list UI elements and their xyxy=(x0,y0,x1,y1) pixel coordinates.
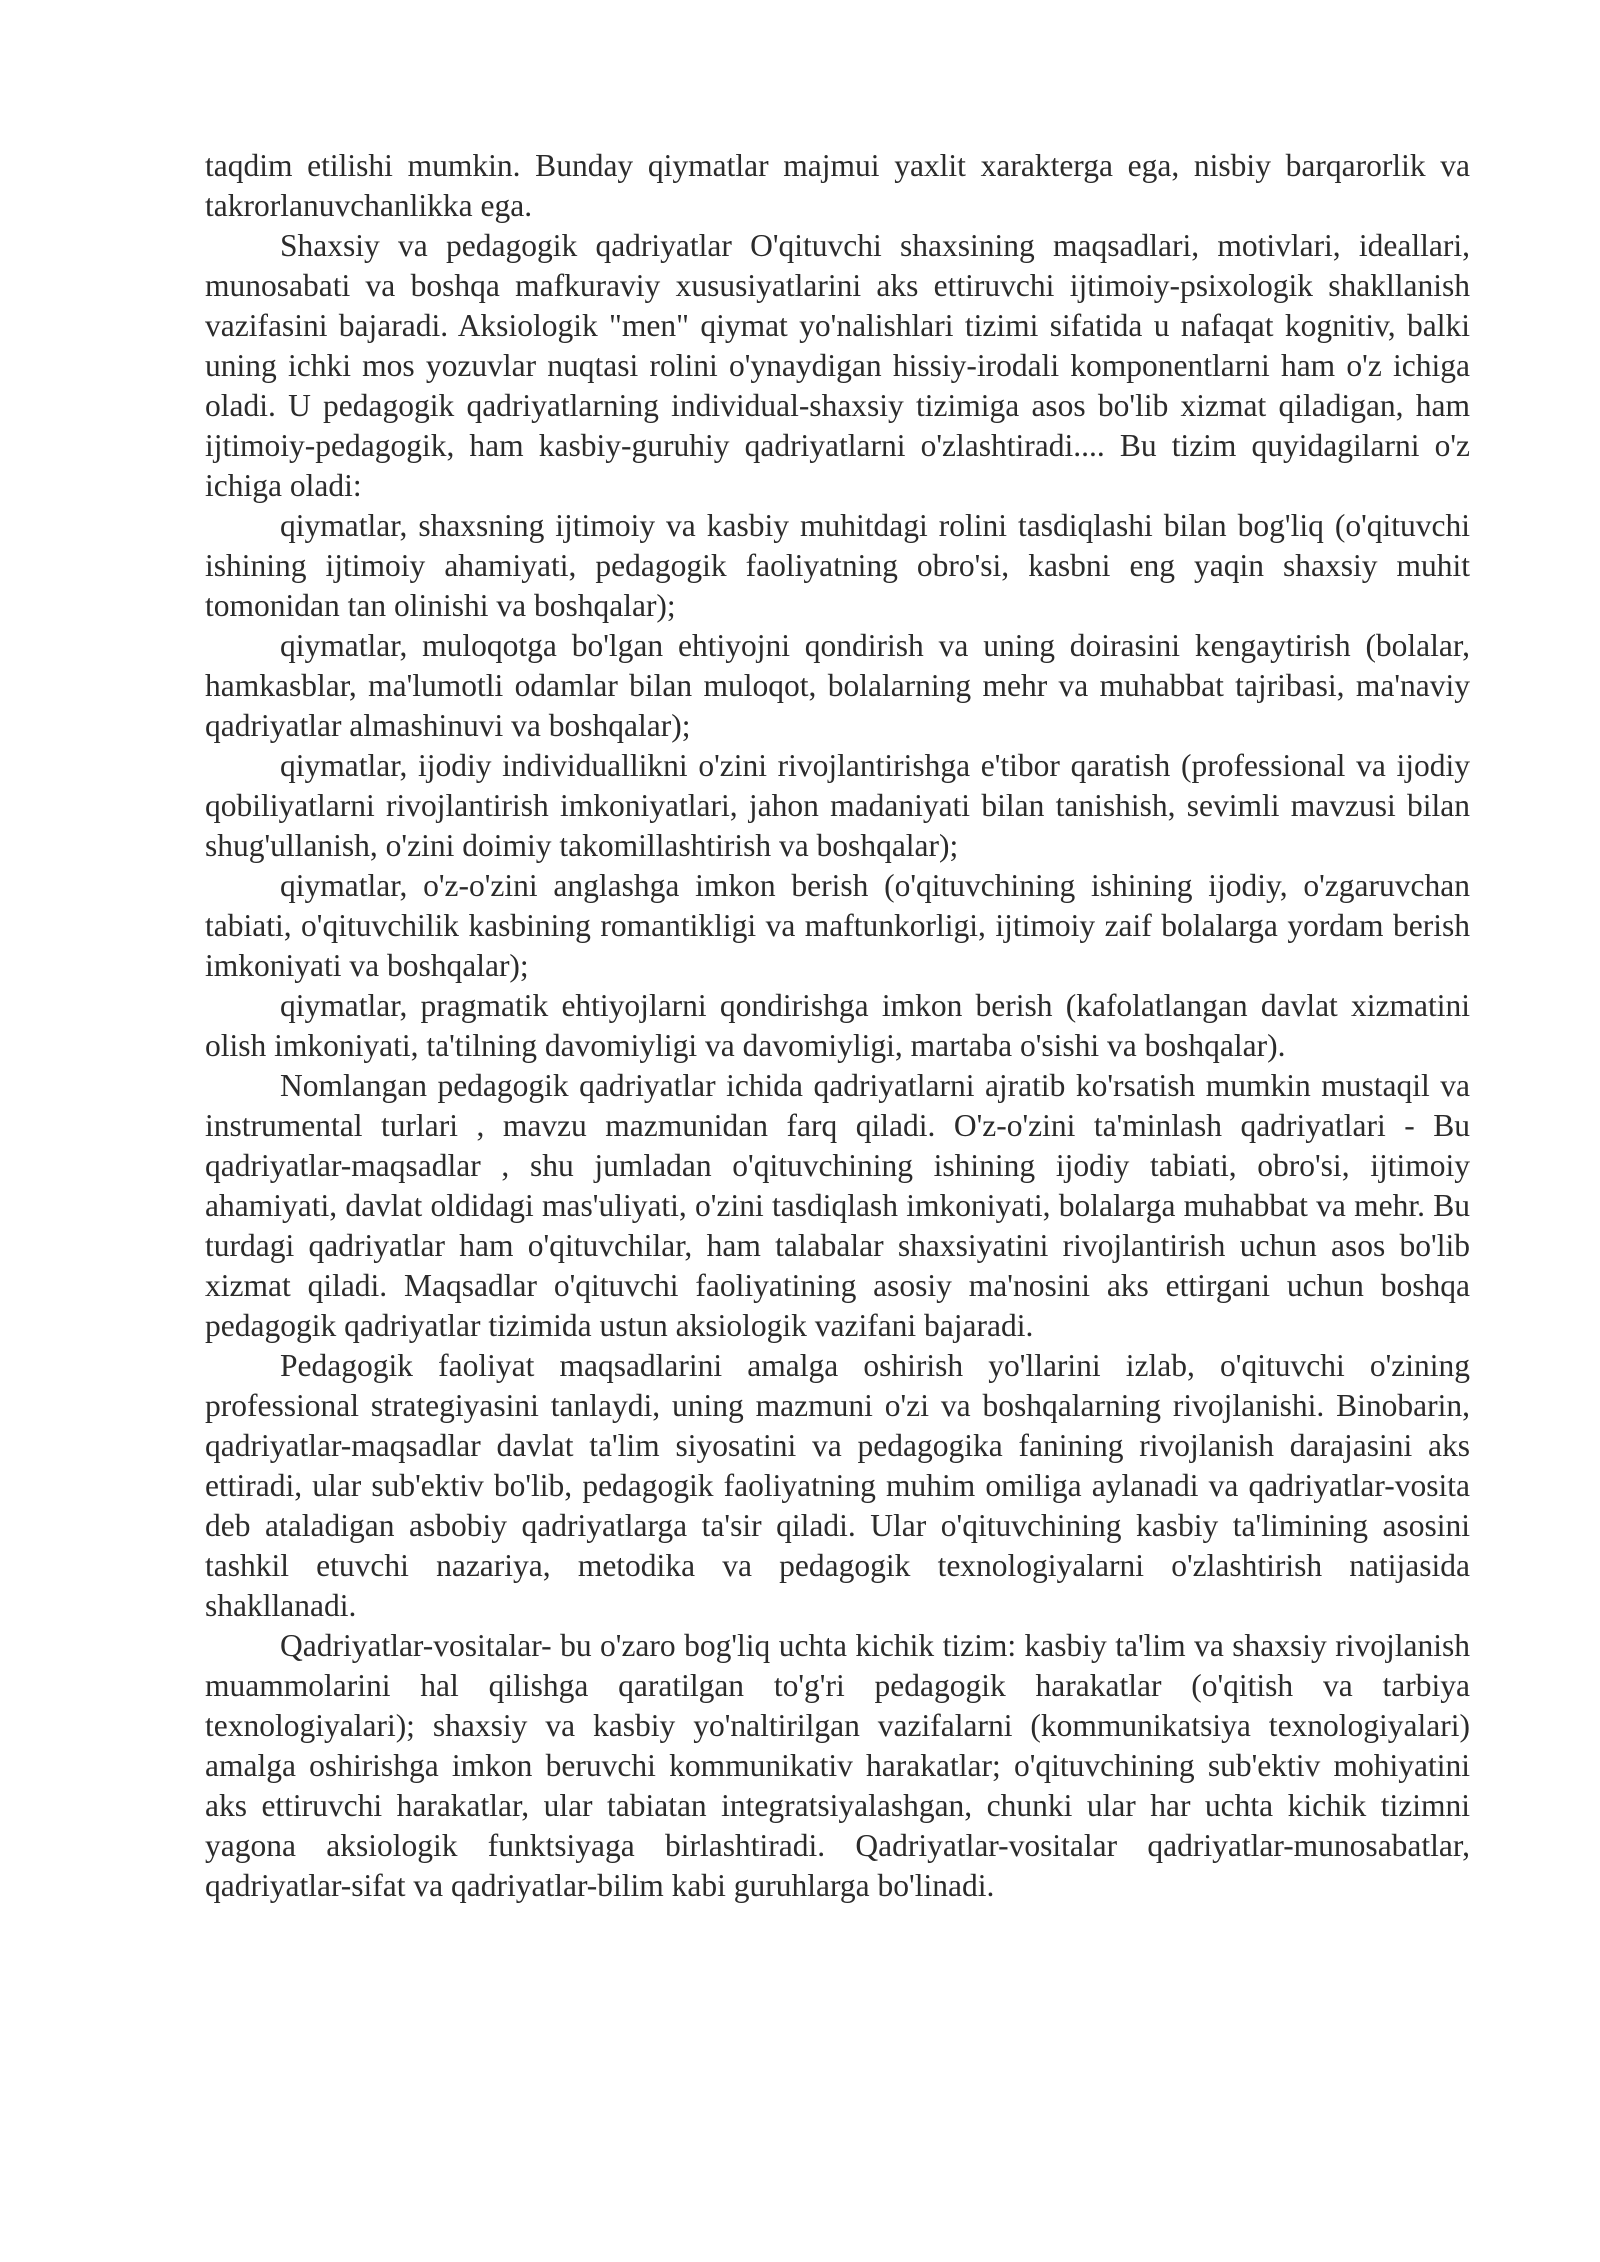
paragraph-4: qiymatlar, muloqotga bo'lgan ehtiyojni qondirish va uning doirasini kengaytirish (bolalar, hamkasblar, ma'lumotli odamlar bilan muloqot, bolalarning mehr va muhabbat tajribasi, ma'naviy qadriyatlar almashinuvi va boshqalar); xyxy=(205,628,1470,743)
paragraph-2: Shaxsiy va pedagogik qadriyatlar O'qituvchi shaxsining maqsadlari, motivlari, ideallari, munosabati va boshqa mafkuraviy xususiyatlarini aks ettiruvchi ijtimoiy-psixologik shakllanish vazifasini bajaradi. Aksiologik "men" qiymat yo'nalishlari tizimi sifatida u nafaqat kognitiv, balki uning ichki mos yozuvlar nuqtasi rolini o'ynaydigan hissiy-irodali komponentlarni ham o'z ichiga oladi. U pedagogik qadriyatlarning individual-shaxsiy tizimiga asos bo'lib xizmat qiladigan, ham ijtimoiy-pedagogik, ham kasbiy-guruhiy qadriyatlarni o'zlashtiradi.... Bu tizim quyidagilarni o'z ichiga oladi: xyxy=(205,228,1470,503)
paragraph-1: taqdim etilishi mumkin. Bunday qiymatlar majmui yaxlit xarakterga ega, nisbiy barqarorlik va takrorlanuvchanlikka ega. xyxy=(205,148,1470,223)
paragraph-3: qiymatlar, shaxsning ijtimoiy va kasbiy muhitdagi rolini tasdiqlashi bilan bog'liq (o'qituvchi ishining ijtimoiy ahamiyati, pedagogik faoliyatning obro'si, kasbni eng yaqin shaxsiy muhit tomonidan tan olinishi va boshqalar); xyxy=(205,508,1470,623)
paragraph-9: Pedagogik faoliyat maqsadlarini amalga oshirish yo'llarini izlab, o'qituvchi o'zining professional strategiyasini tanlaydi, uning mazmuni o'zi va boshqalarning rivojlanishi. Binobarin, qadriyatlar-maqsadlar davlat ta'lim siyosatini va pedagogika fanining rivojlanish darajasini aks ettiradi, ular sub'ektiv bo'lib, pedagogik faoliyatning muhim omiliga aylanadi va qadriyatlar-vosita deb ataladigan asbobiy qadriyatlarga ta'sir qiladi. Ular o'qituvchining kasbiy ta'limining asosini tashkil etuvchi nazariya, metodika va pedagogik texnologiyalarni o'zlashtirish natijasida shakllanadi. xyxy=(205,1348,1470,1623)
paragraph-5: qiymatlar, ijodiy individuallikni o'zini rivojlantirishga e'tibor qaratish (professional va ijodiy qobiliyatlarni rivojlantirish imkoniyatlari, jahon madaniyati bilan tanishish, sevimli mavzusi bilan shug'ullanish, o'zini doimiy takomillashtirish va boshqalar); xyxy=(205,748,1470,863)
paragraph-10: Qadriyatlar-vositalar- bu o'zaro bog'liq uchta kichik tizim: kasbiy ta'lim va shaxsiy rivojlanish muammolarini hal qilishga qaratilgan to'g'ri pedagogik harakatlar (o'qitish va tarbiya texnologiyalari); shaxsiy va kasbiy yo'naltirilgan vazifalarni (kommunikatsiya texnologiyalari) amalga oshirishga imkon beruvchi kommunikativ harakatlar; o'qituvchining sub'ektiv mohiyatini aks ettiruvchi harakatlar, ular tabiatan integratsiyalashgan, chunki ular har uchta kichik tizimni yagona aksiologik funktsiyaga birlashtiradi. Qadriyatlar-vositalar qadriyatlar-munosabatlar, qadriyatlar-sifat va qadriyatlar-bilim kabi guruhlarga bo'linadi. xyxy=(205,1628,1470,1903)
document-page xyxy=(205,146,1470,1906)
paragraph-8: Nomlangan pedagogik qadriyatlar ichida qadriyatlarni ajratib ko'rsatish mumkin mustaqil va instrumental turlari , mavzu mazmunidan farq qiladi. O'z-o'zini ta'minlash qadriyatlari - Bu qadriyatlar-maqsadlar , shu jumladan o'qituvchining ishining ijodiy tabiati, obro'si, ijtimoiy ahamiyati, davlat oldidagi mas'uliyati, o'zini tasdiqlash imkoniyati, bolalarga muhabbat va mehr. Bu turdagi qadriyatlar ham o'qituvchilar, ham talabalar shaxsiyatini rivojlantirish uchun asos bo'lib xizmat qiladi. Maqsadlar o'qituvchi faoliyatining asosiy ma'nosini aks ettirgani uchun boshqa pedagogik qadriyatlar tizimida ustun aksiologik vazifani bajaradi. xyxy=(205,1068,1470,1343)
paragraph-7: qiymatlar, pragmatik ehtiyojlarni qondirishga imkon berish (kafolatlangan davlat xizmatini olish imkoniyati, ta'tilning davomiyligi va davomiyligi, martaba o'sishi va boshqalar). xyxy=(205,988,1470,1063)
paragraph-6: qiymatlar, o'z-o'zini anglashga imkon berish (o'qituvchining ishining ijodiy, o'zgaruvchan tabiati, o'qituvchilik kasbining romantikligi va maftunkorligi, ijtimoiy zaif bolalarga yordam berish imkoniyati va boshqalar); xyxy=(205,868,1470,983)
